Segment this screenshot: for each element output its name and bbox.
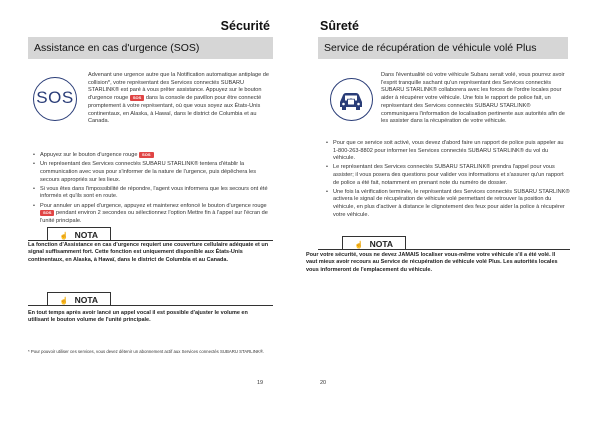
list-item bbox=[32, 152, 272, 160]
page-number: 19 bbox=[257, 380, 264, 386]
list-item: • Si vous êtes dans l'impossibilité de répondre, l'agent vous informera que les secours ont été informés et qu'ils sont en route. bbox=[32, 186, 272, 201]
list-item: • Le représentant des Services connectés SUBARU STARLINK® prendra l'appel pour vous assister; il vous posera des questions pour valider vos informations et s'assurer qu'un rapport de police a été fait, notamment en prenant note du numéro de dossier. bbox=[325, 164, 570, 187]
list-item: • Pour que ce service soit activé, vous devez d'abord faire un rapport de police puis appeler au 1-800-263-8802 pour informer les Services connectés SUBARU STARLINK® du vol du véhicule. bbox=[325, 140, 570, 163]
list-item: • Un représentant des Services connectés SUBARU STARLINK® tentera d'établir la communication avec vous pour s'informer de la nature de l'urgence, puis dépêchera les secours appropriés sur les lieux. bbox=[32, 161, 272, 184]
intro-paragraph bbox=[88, 72, 271, 126]
sos-button-badge: SOS bbox=[139, 152, 153, 158]
note-text: Pour votre sécurité, vous ne devez JAMAIS localiser vous-même votre véhicule s'il a été volé. Il vaut mieux avoir recours au Service de récupération de véhicule volé Plus. Les autorités locales vous informeront de l'emplacement du véhicule. bbox=[306, 252, 558, 273]
hand-note-icon: ☝ bbox=[354, 242, 364, 249]
list-item bbox=[32, 203, 272, 226]
note-text: La fonction d'Assistance en cas d'urgence requiert une couverture cellulaire adéquate et un signal suffisamment fort. Cette fonction est uniquement disponible aux États-Unis continentaux, en Alaska, à Hawaï, dans le district de Columbia et au Canada. bbox=[28, 242, 269, 263]
note-divider bbox=[28, 240, 273, 241]
page-right bbox=[300, 0, 600, 430]
sos-icon-text: SOS bbox=[36, 88, 74, 107]
list-item: • Une fois la vérification terminée, le représentant des Services connectés SUBARU STARLINK® activera le signal de récupération de véhicule volé permettant de retrouver la position du véhicule, en plus d'activer à distance le clignotement des feux pour aider la police à récupérer votre véhicule. bbox=[325, 189, 570, 219]
bullet-text: Appuyez sur le bouton d'urgence rouge bbox=[40, 152, 138, 159]
note-header bbox=[47, 292, 111, 306]
chapter-title: Sûreté bbox=[320, 19, 359, 33]
intro-text-1: Advenant une urgence autre que la Notification automatique antiplage de collision*, votre représentant des Services connectés SUBARU STARLINK® est paré à vous prêter assistance. Appuyez sur le bouton d'urgence rouge bbox=[88, 72, 269, 102]
bullet-text: pendant environ 2 secondes ou sélectionnez l'option Mettre fin à l'appel sur l'écran de l'unité principale. bbox=[40, 210, 268, 224]
footnote: * Pour pouvoir utiliser ces services, vous devez détenir un abonnement actif aux Services connectés SUBARU STARLINK®. bbox=[28, 349, 265, 354]
car-lock-icon bbox=[330, 78, 373, 121]
hand-note-icon: ☝ bbox=[59, 298, 69, 305]
bullet-list bbox=[325, 140, 570, 221]
note-label: NOTA bbox=[74, 295, 99, 305]
note-divider bbox=[28, 305, 273, 306]
note-text: En tout temps après avoir lancé un appel vocal il est possible d'ajuster le volume en utilisant le bouton volume de l'unité principale. bbox=[28, 310, 248, 324]
sos-button-badge: SOS bbox=[40, 210, 54, 216]
intro-text-2: dans la console de pavillon pour être connecté promptement à votre représentant, où que vous soyez aux États-Unis continentaux, en Alaska, à Hawaï, dans le district de Columbia et au Canada. bbox=[88, 95, 262, 125]
note-divider bbox=[318, 249, 570, 250]
sos-button-badge: SOS bbox=[130, 95, 144, 101]
note-label: NOTA bbox=[74, 230, 99, 240]
section-title: Assistance en cas d'urgence (SOS) bbox=[28, 37, 273, 59]
section-title: Service de récupération de véhicule volé Plus bbox=[318, 37, 568, 59]
sos-icon bbox=[33, 77, 77, 121]
car-lock-icon-glyph bbox=[336, 87, 366, 111]
bullet-text: Pour annuler un appel d'urgence, appuyez et maintenez enfoncé le bouton d'urgence rouge bbox=[40, 202, 267, 209]
page-number: 20 bbox=[320, 380, 327, 386]
note-header bbox=[47, 227, 111, 241]
note-label: NOTA bbox=[369, 239, 394, 249]
chapter-title: Sécurité bbox=[220, 19, 270, 33]
note-header bbox=[342, 236, 406, 250]
hand-note-icon: ☝ bbox=[59, 233, 69, 240]
bullet-list bbox=[32, 152, 272, 227]
intro-paragraph: Dans l'éventualité où votre véhicule Subaru serait volé, vous pourrez avoir l'esprit tranquille sachant qu'un représentant des Services connectés SUBARU STARLINK® collaborera avec les forces de l'ordre locales pour aider à récupérer votre véhicule. Une fois le rapport de police fait, un représentant des Services connectés SUBARU STARLINK® communiquera l'information de localisation pertinente aux autorités afin de les assister dans la récupération de votre véhicule. bbox=[381, 72, 565, 125]
